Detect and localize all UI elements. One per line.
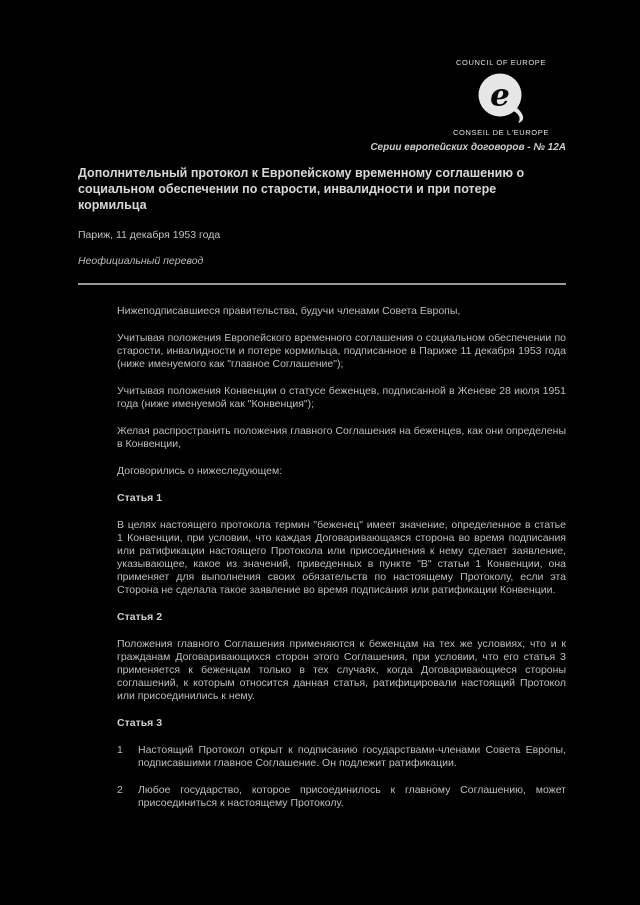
preamble-paragraph: Желая распространить положения главного Соглашения на беженцев, как они определены в Конвенции, [117,425,566,450]
item-number: 2 [117,784,123,796]
preamble-paragraph: Договорились о нижеследующем: [117,465,283,477]
numbered-item [117,784,566,810]
preamble-paragraph: Нижеподписавшиеся правительства, будучи членами Совета Европы, [117,305,461,317]
header-divider [78,283,566,285]
place-and-date: Париж, 11 декабря 1953 года [78,229,221,241]
logo-text-french: CONSEIL DE L'EUROPE [453,128,549,137]
svg-text:e: e [490,77,510,114]
article-heading-3: Статья 3 [117,717,163,729]
translation-note: Неофициальный перевод [78,255,204,267]
council-of-europe-emblem-icon [472,70,530,126]
article-paragraph: Положения главного Соглашения применяются к беженцам на тех же условиях, что и к гражданам Договаривающихся сторон этого Соглашения, при условии, что его статья 3 применяется к беженцам только в тех случаях, когда Договаривающиеся стороны соглашений, к которым относится данная статья, ратифицировали настоящий Протокол или присоединились к нему. [117,638,566,702]
logo-text-english: COUNCIL OF EUROPE [456,58,546,67]
article-heading-2: Статья 2 [117,611,163,623]
article-paragraph: В целях настоящего протокола термин "беженец" имеет значение, определенное в статье 1 Конвенции, при условии, что каждая Договаривающаяся сторона во время подписания или ратификации настоящего Протокола или присоединения к нему сделает заявление, указывающее, какое из значений, приведенных в пункте "В" статьи 1 Конвенции, она применяет для выполнения своих обязательств по настоящему Протоколу, если эта Сторона не сделала такое заявление во время подписания или ратификации Конвенции. [117,519,566,596]
article-heading-1: Статья 1 [117,492,163,504]
item-text: Любое государство, которое присоединилось к главному Соглашению, может присоединиться к настоящему Протоколу. [138,784,566,809]
treaty-series-line: Серии европейских договоров - № 12А [370,142,566,153]
document-body [117,305,566,810]
item-text: Настоящий Протокол открыт к подписанию государствами-членами Совета Европы, подписавшими главное Соглашение. Он подлежит ратификации. [138,744,566,769]
council-of-europe-logo [442,58,560,137]
preamble-paragraph: Учитывая положения Конвенции о статусе беженцев, подписанной в Женеве 28 июля 1951 года (ниже именуемой как "Конвенция"); [117,385,566,410]
preamble-paragraph: Учитывая положения Европейского временного соглашения о социальном обеспечении по старости, инвалидности и потере кормильца, подписанное в Париже 11 декабря 1953 года (ниже именуемого как "главное Соглашение"); [117,332,566,370]
document-title: Дополнительный протокол к Европейскому временному соглашению о социальном обеспечении по старости, инвалидности и при потере кормильца [78,166,525,212]
item-number: 1 [117,744,123,756]
numbered-item [117,744,566,770]
